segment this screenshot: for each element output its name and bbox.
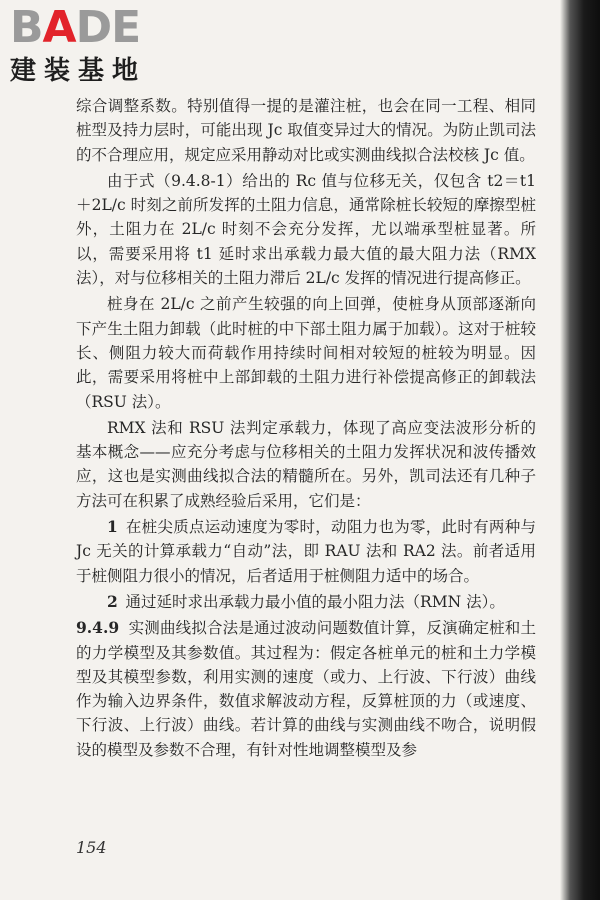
paragraph-2: 由于式（9.4.8-1）给出的 Rc 值与位移无关，仅包含 t2＝t1＋2L/c 时刻之前所发挥的土阻力信息，通常除桩长较短的摩擦型桩外，土阻力在 2L/c 时刻不会充分发挥，尤以端承型桩显著。所以，需要采用将 t1 延时求出承载力最大值的最大阻力法（RMX 法），对与位移相关的土阻力滞后 2L/c 发挥的情况进行提高修正。 bbox=[76, 171, 536, 288]
page-number: 154 bbox=[76, 838, 107, 857]
body-text bbox=[76, 94, 536, 762]
logo-letters-de: DE bbox=[75, 2, 141, 53]
logo-letter-b: B bbox=[10, 2, 43, 53]
paragraph-3: 桩身在 2L/c 之前产生较强的向上回弹，使桩身从顶部逐渐向下产生土阻力卸载（此时桩的中下部土阻力属于加载）。这对于桩较长、侧阻力较大而荷载作用持续时间相对较短的桩较为明显。因此，需要采用将桩中上部卸载的土阻力进行补偿提高修正的卸载法（RSU 法）。 bbox=[76, 295, 536, 411]
list-item-text: 在桩尖质点运动速度为零时，动阻力也为零，此时有两种与 Jc 无关的计算承载力“自动”法，即 RAU 法和 RA2 法。前者适用于桩侧阻力很小的情况，后者适用于桩侧阻力适中的场合。 bbox=[76, 518, 536, 585]
list-item-1 bbox=[76, 515, 536, 588]
logo-subtitle: 建装基地 bbox=[10, 56, 147, 86]
logo-wordmark bbox=[10, 2, 175, 53]
bade-logo bbox=[10, 2, 175, 90]
logo-letter-a: A bbox=[42, 2, 76, 53]
section-text: 实测曲线拟合法是通过波动问题数值计算，反演确定桩和土的力学模型及其参数值。其过程为：假定各桩单元的桩和土力学模型及其模型参数，利用实测的速度（或力、上行波、下行波）曲线作为输入边界条件，数值求解波动方程，反算桩顶的力（或速度、下行波、上行波）曲线。若计算的曲线与实测曲线不吻合，说明假设的模型及参数不合理，有针对性地调整模型及参 bbox=[76, 619, 536, 759]
list-item-2 bbox=[76, 590, 536, 614]
list-item-number: 2 bbox=[107, 591, 118, 611]
list-item-number: 1 bbox=[107, 517, 118, 537]
list-item-text: 通过延时求出承载力最小值的最小阻力法（RMN 法）。 bbox=[125, 592, 505, 611]
paragraph-1: 综合调整系数。特别值得一提的是灌注桩，也会在同一工程、相同桩型及持力层时，可能出现 Jc 取值变异过大的情况。为防止凯司法的不合理应用，规定应采用静动对比或实测曲线拟合法校核 Jc 值。 bbox=[76, 97, 536, 164]
paragraph-4: RMX 法和 RSU 法判定承载力，体现了高应变法波形分析的基本概念——应充分考虑与位移相关的土阻力发挥状况和波传播效应，这也是实测曲线拟合法的精髓所在。另外，凯司法还有几种子方法可在积累了成熟经验后采用，它们是： bbox=[76, 418, 536, 510]
scan-shadow-edge bbox=[560, 0, 600, 900]
section-number: 9.4.9 bbox=[76, 618, 120, 638]
section-paragraph bbox=[76, 616, 536, 762]
